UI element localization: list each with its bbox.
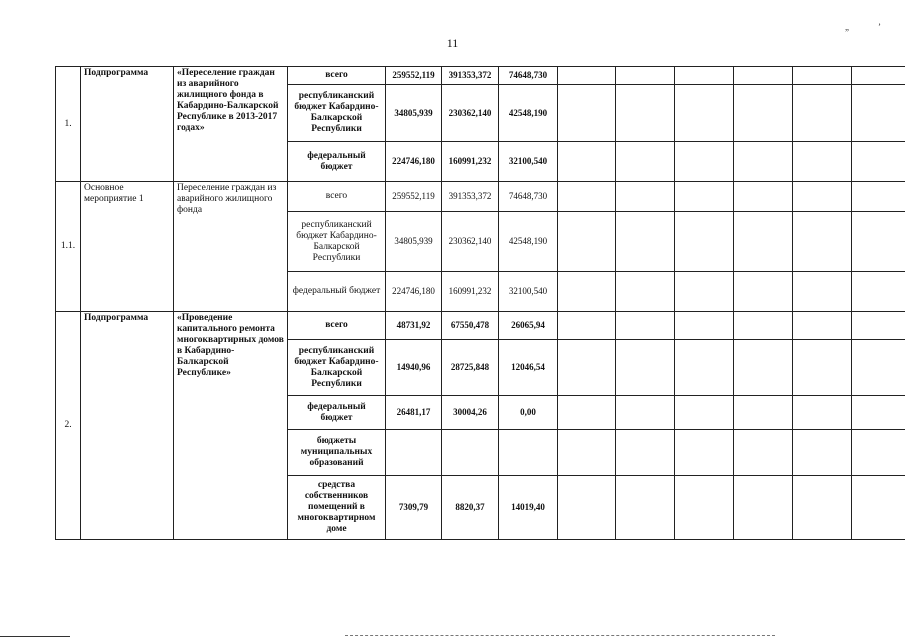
empty-cell (558, 340, 616, 396)
empty-cell (852, 272, 905, 312)
empty-cell (675, 340, 734, 396)
empty-cell (852, 212, 905, 272)
funding-value: 160991,232 (442, 142, 499, 182)
funding-source: всего (288, 312, 386, 340)
funding-source: всего (288, 67, 386, 85)
funding-value: 391353,372 (442, 67, 499, 85)
empty-cell (734, 212, 793, 272)
empty-cell (734, 272, 793, 312)
empty-cell (558, 476, 616, 540)
empty-cell (675, 212, 734, 272)
empty-cell (852, 67, 905, 85)
corner-mark: „ (845, 22, 849, 32)
empty-cell (793, 476, 852, 540)
funding-source: бюджеты муниципальных образований (288, 430, 386, 476)
funding-value: 42548,190 (499, 212, 558, 272)
empty-cell (558, 142, 616, 182)
empty-cell (793, 272, 852, 312)
empty-cell (852, 430, 905, 476)
funding-value: 224746,180 (386, 142, 442, 182)
program-type: Подпрограмма (81, 312, 174, 540)
empty-cell (558, 212, 616, 272)
empty-cell (852, 182, 905, 212)
funding-value: 28725,848 (442, 340, 499, 396)
empty-cell (675, 396, 734, 430)
funding-value: 32100,540 (499, 142, 558, 182)
funding-value: 391353,372 (442, 182, 499, 212)
empty-cell (734, 67, 793, 85)
empty-cell (734, 430, 793, 476)
program-name: «Проведение капитального ремонта многоквартирных домов в Кабардино-Балкарской Республике» (174, 312, 288, 540)
funding-source: всего (288, 182, 386, 212)
empty-cell (852, 340, 905, 396)
funding-source: федеральный бюджет (288, 272, 386, 312)
funding-value: 259552,119 (386, 182, 442, 212)
funding-source: федеральный бюджет (288, 396, 386, 430)
funding-value (499, 430, 558, 476)
empty-cell (675, 476, 734, 540)
funding-source: республиканский бюджет Кабардино-Балкарской Республики (288, 85, 386, 142)
program-name: «Переселение граждан из аварийного жилищного фонда в Кабардино-Балкарской Республике в 2013-2017 годах» (174, 67, 288, 182)
funding-value: 259552,119 (386, 67, 442, 85)
funding-source: средства собственников помещений в многоквартирном доме (288, 476, 386, 540)
empty-cell (616, 340, 675, 396)
corner-mark: ’ (878, 22, 881, 32)
funding-value: 30004,26 (442, 396, 499, 430)
empty-cell (558, 430, 616, 476)
empty-cell (852, 312, 905, 340)
empty-cell (558, 182, 616, 212)
table-row (56, 182, 905, 212)
funding-value: 74648,730 (499, 182, 558, 212)
funding-value: 67550,478 (442, 312, 499, 340)
funding-value: 26481,17 (386, 396, 442, 430)
empty-cell (675, 142, 734, 182)
empty-cell (616, 396, 675, 430)
empty-cell (852, 476, 905, 540)
table-body (56, 67, 905, 540)
funding-source: республиканский бюджет Кабардино-Балкарской Республики (288, 212, 386, 272)
funding-value: 224746,180 (386, 272, 442, 312)
funding-value: 48731,92 (386, 312, 442, 340)
empty-cell (793, 340, 852, 396)
empty-cell (734, 476, 793, 540)
empty-cell (852, 142, 905, 182)
empty-cell (675, 67, 734, 85)
empty-cell (616, 182, 675, 212)
funding-value: 0,00 (499, 396, 558, 430)
empty-cell (675, 430, 734, 476)
funding-value: 230362,140 (442, 85, 499, 142)
empty-cell (852, 396, 905, 430)
empty-cell (616, 272, 675, 312)
program-type: Основное мероприятие 1 (81, 182, 174, 312)
footer-rule (0, 636, 70, 637)
funding-value: 26065,94 (499, 312, 558, 340)
empty-cell (734, 340, 793, 396)
empty-cell (793, 67, 852, 85)
funding-source: федеральный бюджет (288, 142, 386, 182)
empty-cell (558, 85, 616, 142)
empty-cell (793, 212, 852, 272)
empty-cell (558, 67, 616, 85)
funding-value: 74648,730 (499, 67, 558, 85)
funding-value (386, 430, 442, 476)
empty-cell (793, 85, 852, 142)
empty-cell (616, 312, 675, 340)
funding-value: 7309,79 (386, 476, 442, 540)
program-type: Подпрограмма (81, 67, 174, 182)
row-number: 2. (56, 312, 81, 540)
empty-cell (558, 312, 616, 340)
empty-cell (616, 142, 675, 182)
funding-value: 32100,540 (499, 272, 558, 312)
funding-value (442, 430, 499, 476)
empty-cell (793, 396, 852, 430)
table-row (56, 67, 905, 85)
empty-cell (734, 85, 793, 142)
empty-cell (675, 312, 734, 340)
footer-rule (345, 635, 775, 636)
empty-cell (734, 396, 793, 430)
empty-cell (793, 312, 852, 340)
empty-cell (675, 182, 734, 212)
funding-value: 34805,939 (386, 212, 442, 272)
empty-cell (734, 182, 793, 212)
empty-cell (734, 142, 793, 182)
funding-value: 14019,40 (499, 476, 558, 540)
funding-value: 160991,232 (442, 272, 499, 312)
empty-cell (734, 312, 793, 340)
empty-cell (616, 212, 675, 272)
funding-value: 34805,939 (386, 85, 442, 142)
empty-cell (793, 182, 852, 212)
funding-value: 230362,140 (442, 212, 499, 272)
empty-cell (793, 142, 852, 182)
program-name: Переселение граждан из аварийного жилищного фонда (174, 182, 288, 312)
funding-value: 12046,54 (499, 340, 558, 396)
table-row (56, 312, 905, 340)
empty-cell (616, 85, 675, 142)
row-number: 1.1. (56, 182, 81, 312)
row-number: 1. (56, 67, 81, 182)
empty-cell (616, 430, 675, 476)
funding-value: 8820,37 (442, 476, 499, 540)
empty-cell (616, 67, 675, 85)
page-number: 11 (446, 36, 459, 50)
empty-cell (852, 85, 905, 142)
empty-cell (558, 396, 616, 430)
empty-cell (793, 430, 852, 476)
empty-cell (558, 272, 616, 312)
funding-value: 42548,190 (499, 85, 558, 142)
program-funding-table (55, 66, 905, 540)
funding-source: республиканский бюджет Кабардино-Балкарской Республики (288, 340, 386, 396)
empty-cell (675, 85, 734, 142)
empty-cell (616, 476, 675, 540)
funding-value: 14940,96 (386, 340, 442, 396)
empty-cell (675, 272, 734, 312)
